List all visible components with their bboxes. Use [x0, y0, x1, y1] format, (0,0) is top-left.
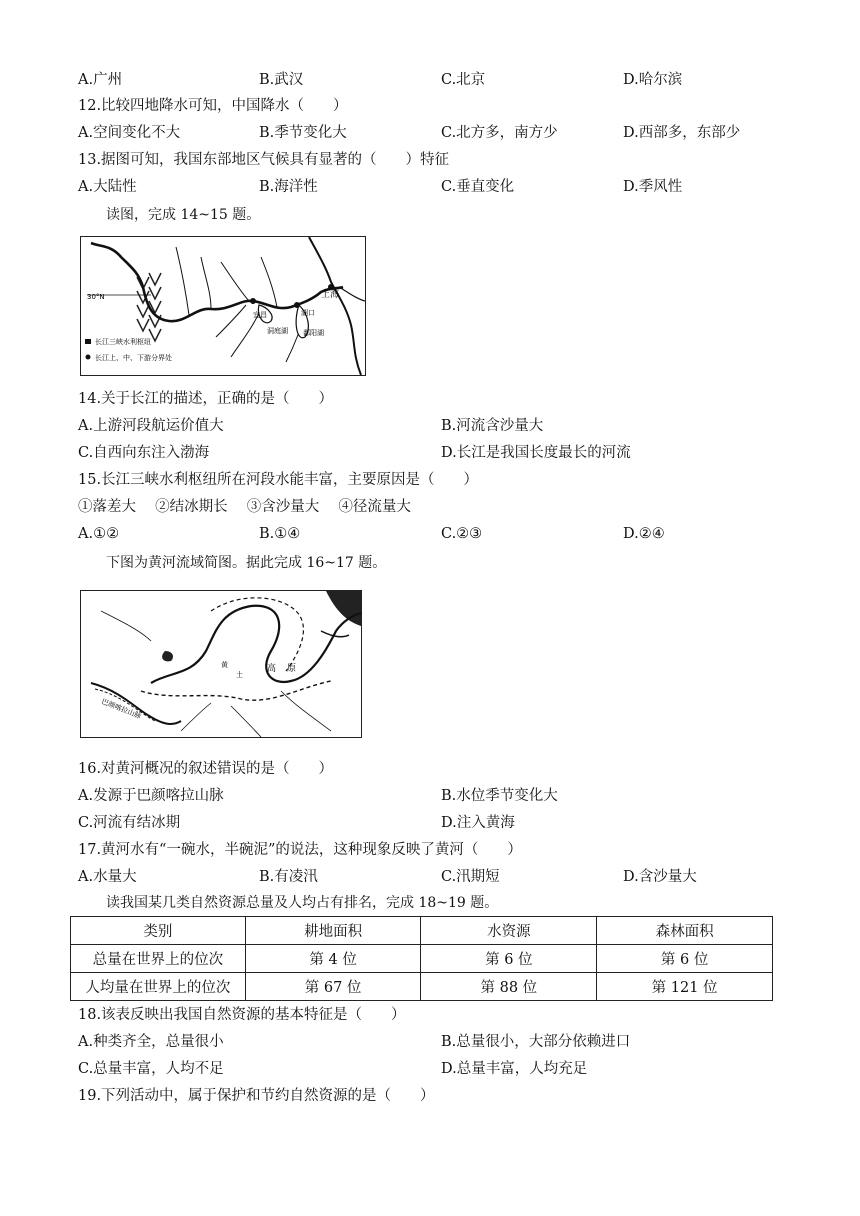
q12-option-d: D.西部多，东部少 — [623, 125, 741, 141]
intro-14-15: 读图，完成 14~15 题。 — [106, 207, 261, 223]
q15-option-b: B.①④ — [259, 526, 301, 542]
q18-option-b: B.总量很小，大部分依赖进口 — [441, 1034, 631, 1050]
q17-option-b: B.有凌汛 — [259, 869, 318, 885]
q12-option-c: C.北方多，南方少 — [441, 125, 558, 141]
q17-option-d: D.含沙量大 — [623, 869, 697, 885]
dongting-label: 洞庭湖 — [267, 327, 288, 335]
yichang-label: 宜昌 — [253, 311, 267, 319]
table-cell: 第 67 位 — [245, 973, 421, 1001]
legend-boundary: 长江上、中、下游分界处 — [95, 354, 172, 362]
resource-ranking-table — [70, 916, 773, 1001]
table-row — [71, 945, 773, 973]
q12-option-a: A.空间变化不大 — [78, 125, 181, 141]
q15-items: ①落差大 ②结冰期长 ③含沙量大 ④径流量大 — [78, 499, 411, 515]
loess-label-huang: 黄 — [221, 661, 228, 669]
q14-option-a: A.上游河段航运价值大 — [78, 418, 224, 434]
q16-option-a: A.发源于巴颜喀拉山脉 — [78, 788, 224, 804]
table-cell: 总量在世界上的位次 — [71, 945, 246, 973]
q15-option-d: D.②④ — [623, 526, 665, 542]
table-cell: 人均量在世界上的位次 — [71, 973, 246, 1001]
q14-option-d: D.长江是我国长度最长的河流 — [441, 445, 631, 461]
table-header-cell: 类别 — [71, 917, 246, 945]
latitude-label: 30°N — [87, 293, 105, 301]
q13-stem: 13.据图可知，我国东部地区气候具有显著的（ ）特征 — [78, 152, 450, 168]
table-cell: 第 121 位 — [597, 973, 773, 1001]
poyang-label: 鄱阳湖 — [303, 329, 324, 337]
table-header-cell: 水资源 — [421, 917, 597, 945]
q11-option-b: B.武汉 — [259, 72, 304, 88]
q13-option-d: D.季风性 — [623, 179, 683, 195]
q16-option-c: C.河流有结冰期 — [78, 815, 181, 831]
table-cell: 第 6 位 — [421, 945, 597, 973]
legend-dam: 长江三峡水利枢纽 — [95, 338, 151, 346]
yangtze-map-drawing — [81, 237, 365, 375]
bayankala-label: 巴颜喀拉山脉 — [100, 697, 143, 721]
table-cell: 第 88 位 — [421, 973, 597, 1001]
q16-option-b: B.水位季节变化大 — [441, 788, 558, 804]
q14-option-c: C.自西向东注入渤海 — [78, 445, 210, 461]
table-row — [71, 973, 773, 1001]
loess-label-tu: 土 — [236, 671, 243, 679]
q12-option-b: B.季节变化大 — [259, 125, 347, 141]
yangtze-map — [80, 236, 366, 376]
shanghai-label: 上海 — [321, 290, 340, 300]
q15-stem: 15.长江三峡水利枢纽所在河段水能丰富，主要原因是（ ） — [78, 472, 479, 488]
q14-stem: 14.关于长江的描述，正确的是（ ） — [78, 391, 334, 407]
q19-stem: 19.下列活动中，属于保护和节约自然资源的是（ ） — [78, 1088, 435, 1104]
q18-option-a: A.种类齐全，总量很小 — [78, 1034, 224, 1050]
table-cell: 第 4 位 — [245, 945, 421, 973]
intro-16-17: 下图为黄河流域简图。据此完成 16~17 题。 — [106, 555, 387, 571]
q11-option-a: A.广州 — [78, 72, 123, 88]
hukou-label: 湖口 — [301, 309, 315, 317]
q14-option-b: B.河流含沙量大 — [441, 418, 544, 434]
q17-option-c: C.汛期短 — [441, 869, 500, 885]
yellow-river-map — [80, 590, 362, 738]
q17-stem: 17.黄河水有“一碗水，半碗泥”的说法，这种现象反映了黄河（ ） — [78, 842, 522, 858]
q11-option-c: C.北京 — [441, 72, 486, 88]
q13-option-a: A.大陆性 — [78, 179, 137, 195]
table-header-cell: 耕地面积 — [245, 917, 421, 945]
q15-option-c: C.②③ — [441, 526, 483, 542]
plateau-label-gao: 高 — [267, 664, 277, 674]
intro-18-19: 读我国某几类自然资源总量及人均占有排名，完成 18~19 题。 — [106, 895, 499, 911]
yellow-river-map-drawing — [81, 591, 361, 737]
q15-option-a: A.①② — [78, 526, 120, 542]
q18-stem: 18.该表反映出我国自然资源的基本特征是（ ） — [78, 1007, 406, 1023]
q12-stem: 12.比较四地降水可知，中国降水（ ） — [78, 98, 348, 114]
q18-option-c: C.总量丰富，人均不足 — [78, 1061, 224, 1077]
table-header-row — [71, 917, 773, 945]
table-header-cell: 森林面积 — [597, 917, 773, 945]
q13-option-b: B.海洋性 — [259, 179, 318, 195]
table-cell: 第 6 位 — [597, 945, 773, 973]
q16-option-d: D.注入黄海 — [441, 815, 515, 831]
q18-option-d: D.总量丰富，人均充足 — [441, 1061, 588, 1077]
q11-option-d: D.哈尔滨 — [623, 72, 683, 88]
q17-option-a: A.水量大 — [78, 869, 137, 885]
plateau-label-yuan: 原 — [287, 664, 297, 674]
q16-stem: 16.对黄河概况的叙述错误的是（ ） — [78, 761, 334, 777]
q13-option-c: C.垂直变化 — [441, 179, 515, 195]
